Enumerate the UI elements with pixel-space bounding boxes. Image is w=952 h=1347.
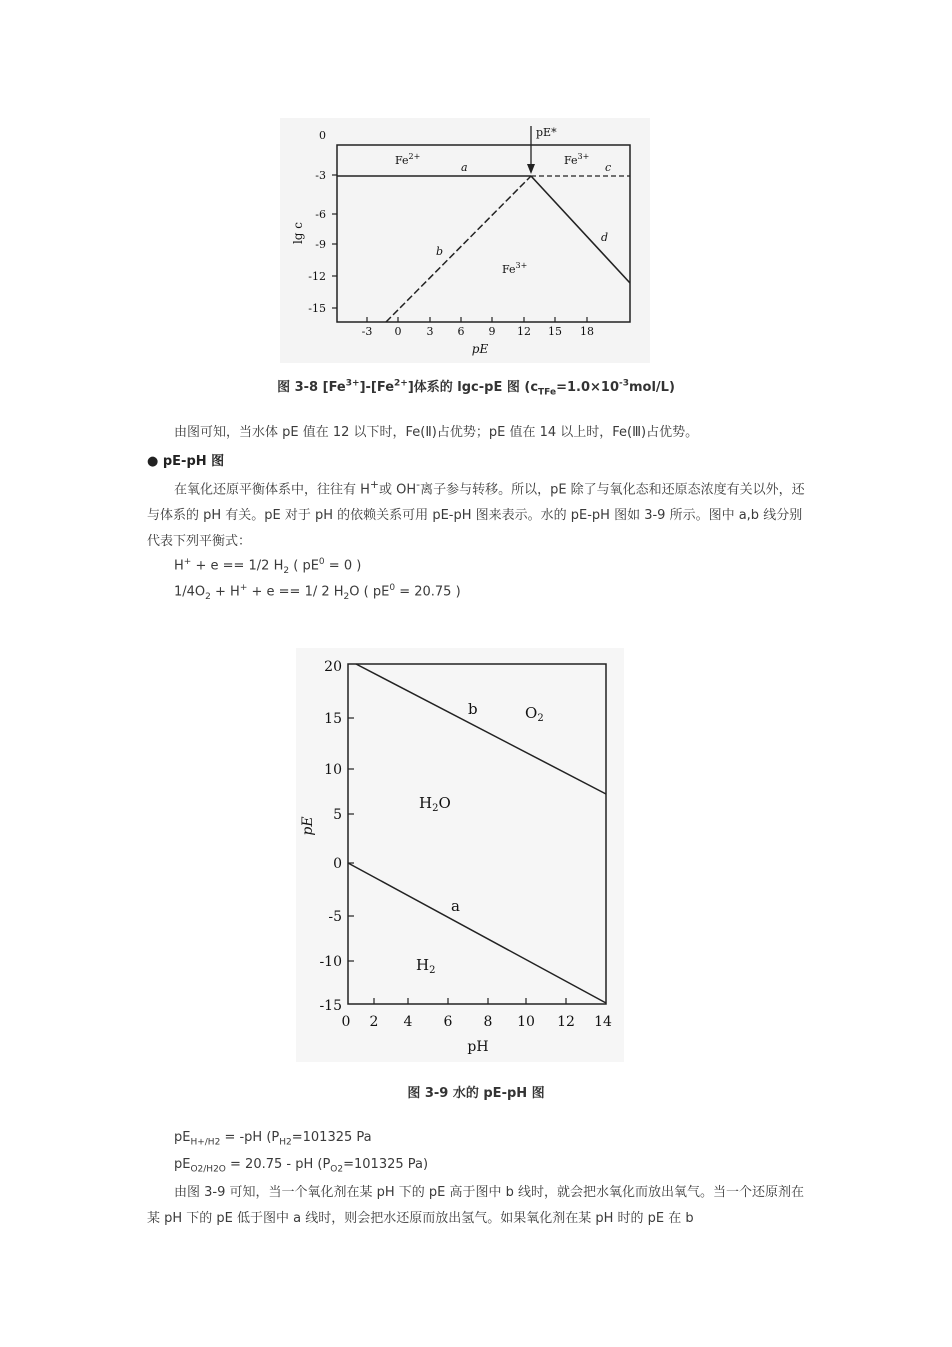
region-fe3-top-label: $Fe^{3+}$ [564, 152, 590, 167]
y-tick-label: 20 [324, 659, 342, 675]
x-tick-label: 0 [394, 325, 402, 338]
x-tick-label: 0 [341, 1014, 351, 1030]
x-axis-label: pE [471, 342, 489, 356]
y-axis-label: pE [300, 816, 316, 836]
x-tick-label: 18 [580, 325, 594, 338]
paragraph-3: 由图 3-9 可知，当一个氧化剂在某 pH 下的 pE 高于图中 b 线时，就会把水氧化而放出氧气。当一个还原剂在某 pH 下的 pE 低于图中 a 线时，则会把水还原而放出氢气。如果氧化剂在某 pH 时的 pE 在 b [147, 1185, 805, 1226]
equation-1: H+ + e == 1/2 $H_2$ ( $pE^0 = 0$ ) [174, 557, 362, 576]
paragraph-2: 在氧化还原平衡体系中，往往有 H+或 OH-离子参与转移。所以，pE 除了与氧化态和还原态浓度有关以外，还与体系的 pH 有关。pE 对于 pH 的依赖关系可用 pE-pH 图来表示。水的 pE-pH 图如 3-9 所示。图中 a,b 线分别代表下列平衡式： [147, 478, 805, 550]
region-o2-label: $O_2$ [525, 704, 544, 724]
figure-3-8-chart [280, 118, 650, 363]
region-fe3-mid-label: $Fe^{3+}$ [502, 261, 528, 276]
figure-3-9-chart [296, 648, 624, 1062]
y-tick-label: -3 [315, 169, 326, 182]
y-tick-label: 15 [324, 711, 342, 727]
y-tick-label: -15 [319, 998, 342, 1014]
line-a-label: a [461, 161, 468, 174]
x-tick-label: -3 [361, 325, 373, 338]
x-tick-label: 2 [369, 1014, 379, 1030]
x-tick-label: 4 [403, 1014, 413, 1030]
y-tick-label: -6 [315, 208, 326, 221]
y-tick-label: 0 [333, 856, 342, 872]
x-tick-label: 10 [517, 1014, 535, 1030]
figure-3-8-caption: 图 3-8 $[Fe^{3+}]-[Fe^{2+}]$体系的 lgc-pE 图 $(c_{TFe}=1.0\times 10^{-3}mol/L)$ [277, 378, 675, 398]
y-tick-label: -10 [319, 954, 342, 970]
line-b-label: b [468, 700, 478, 718]
x-tick-label: 8 [483, 1014, 493, 1030]
figure-3-9-caption: 图 3-9 水的 pE-pH 图 [407, 1086, 545, 1101]
y-tick-label: -9 [315, 238, 326, 251]
paragraph-1: 由图可知，当水体 pE 值在 12 以下时，Fe(Ⅱ)占优势；pE 值在 14 以上时，Fe(Ⅲ)占优势。 [174, 425, 699, 440]
x-tick-label: 3 [426, 325, 434, 338]
x-tick-label: 14 [594, 1014, 612, 1030]
y-tick-label: -5 [328, 909, 342, 925]
equation-3: $pE_{H+/H2} = -pH$ ($P_{H2}=101325$ Pa [174, 1130, 372, 1148]
line-d-label: d [601, 231, 609, 244]
y-tick-label: 10 [324, 762, 342, 778]
equation-2: $1/4O_2 + H^+ + e == 1/$ 2 $H_2O$ ( $pE^0 = 20.75$ ) [174, 583, 461, 602]
x-tick-label: 6 [457, 325, 465, 338]
y-tick-label: -15 [308, 302, 326, 315]
x-tick-label: 9 [488, 325, 496, 338]
x-axis-label: pH [467, 1039, 489, 1055]
region-h2-label: $H_2$ [416, 956, 436, 976]
line-c-label: c [605, 161, 612, 174]
line-a-label: a [451, 897, 460, 915]
y-tick-label: 5 [333, 807, 342, 823]
x-tick-label: 15 [548, 325, 562, 338]
section-heading: ● pE-pH 图 [147, 454, 225, 469]
x-tick-label: 6 [443, 1014, 453, 1030]
y-tick-label: 0 [319, 129, 326, 142]
line-b-label: b [436, 245, 444, 258]
y-axis-label: lg c [291, 221, 305, 245]
equation-4: $pE_{O2/H2O} = 20.75$ - pH ($P_{O2}=101325$ Pa) [174, 1157, 429, 1175]
x-tick-label: 12 [517, 325, 531, 338]
pe-star-label: pE* [536, 126, 557, 139]
region-h2o-label: $H_2O$ [419, 794, 451, 814]
region-fe2-label: $Fe^{2+}$ [395, 152, 421, 167]
y-tick-label: -12 [308, 270, 326, 283]
x-tick-label: 12 [557, 1014, 575, 1030]
